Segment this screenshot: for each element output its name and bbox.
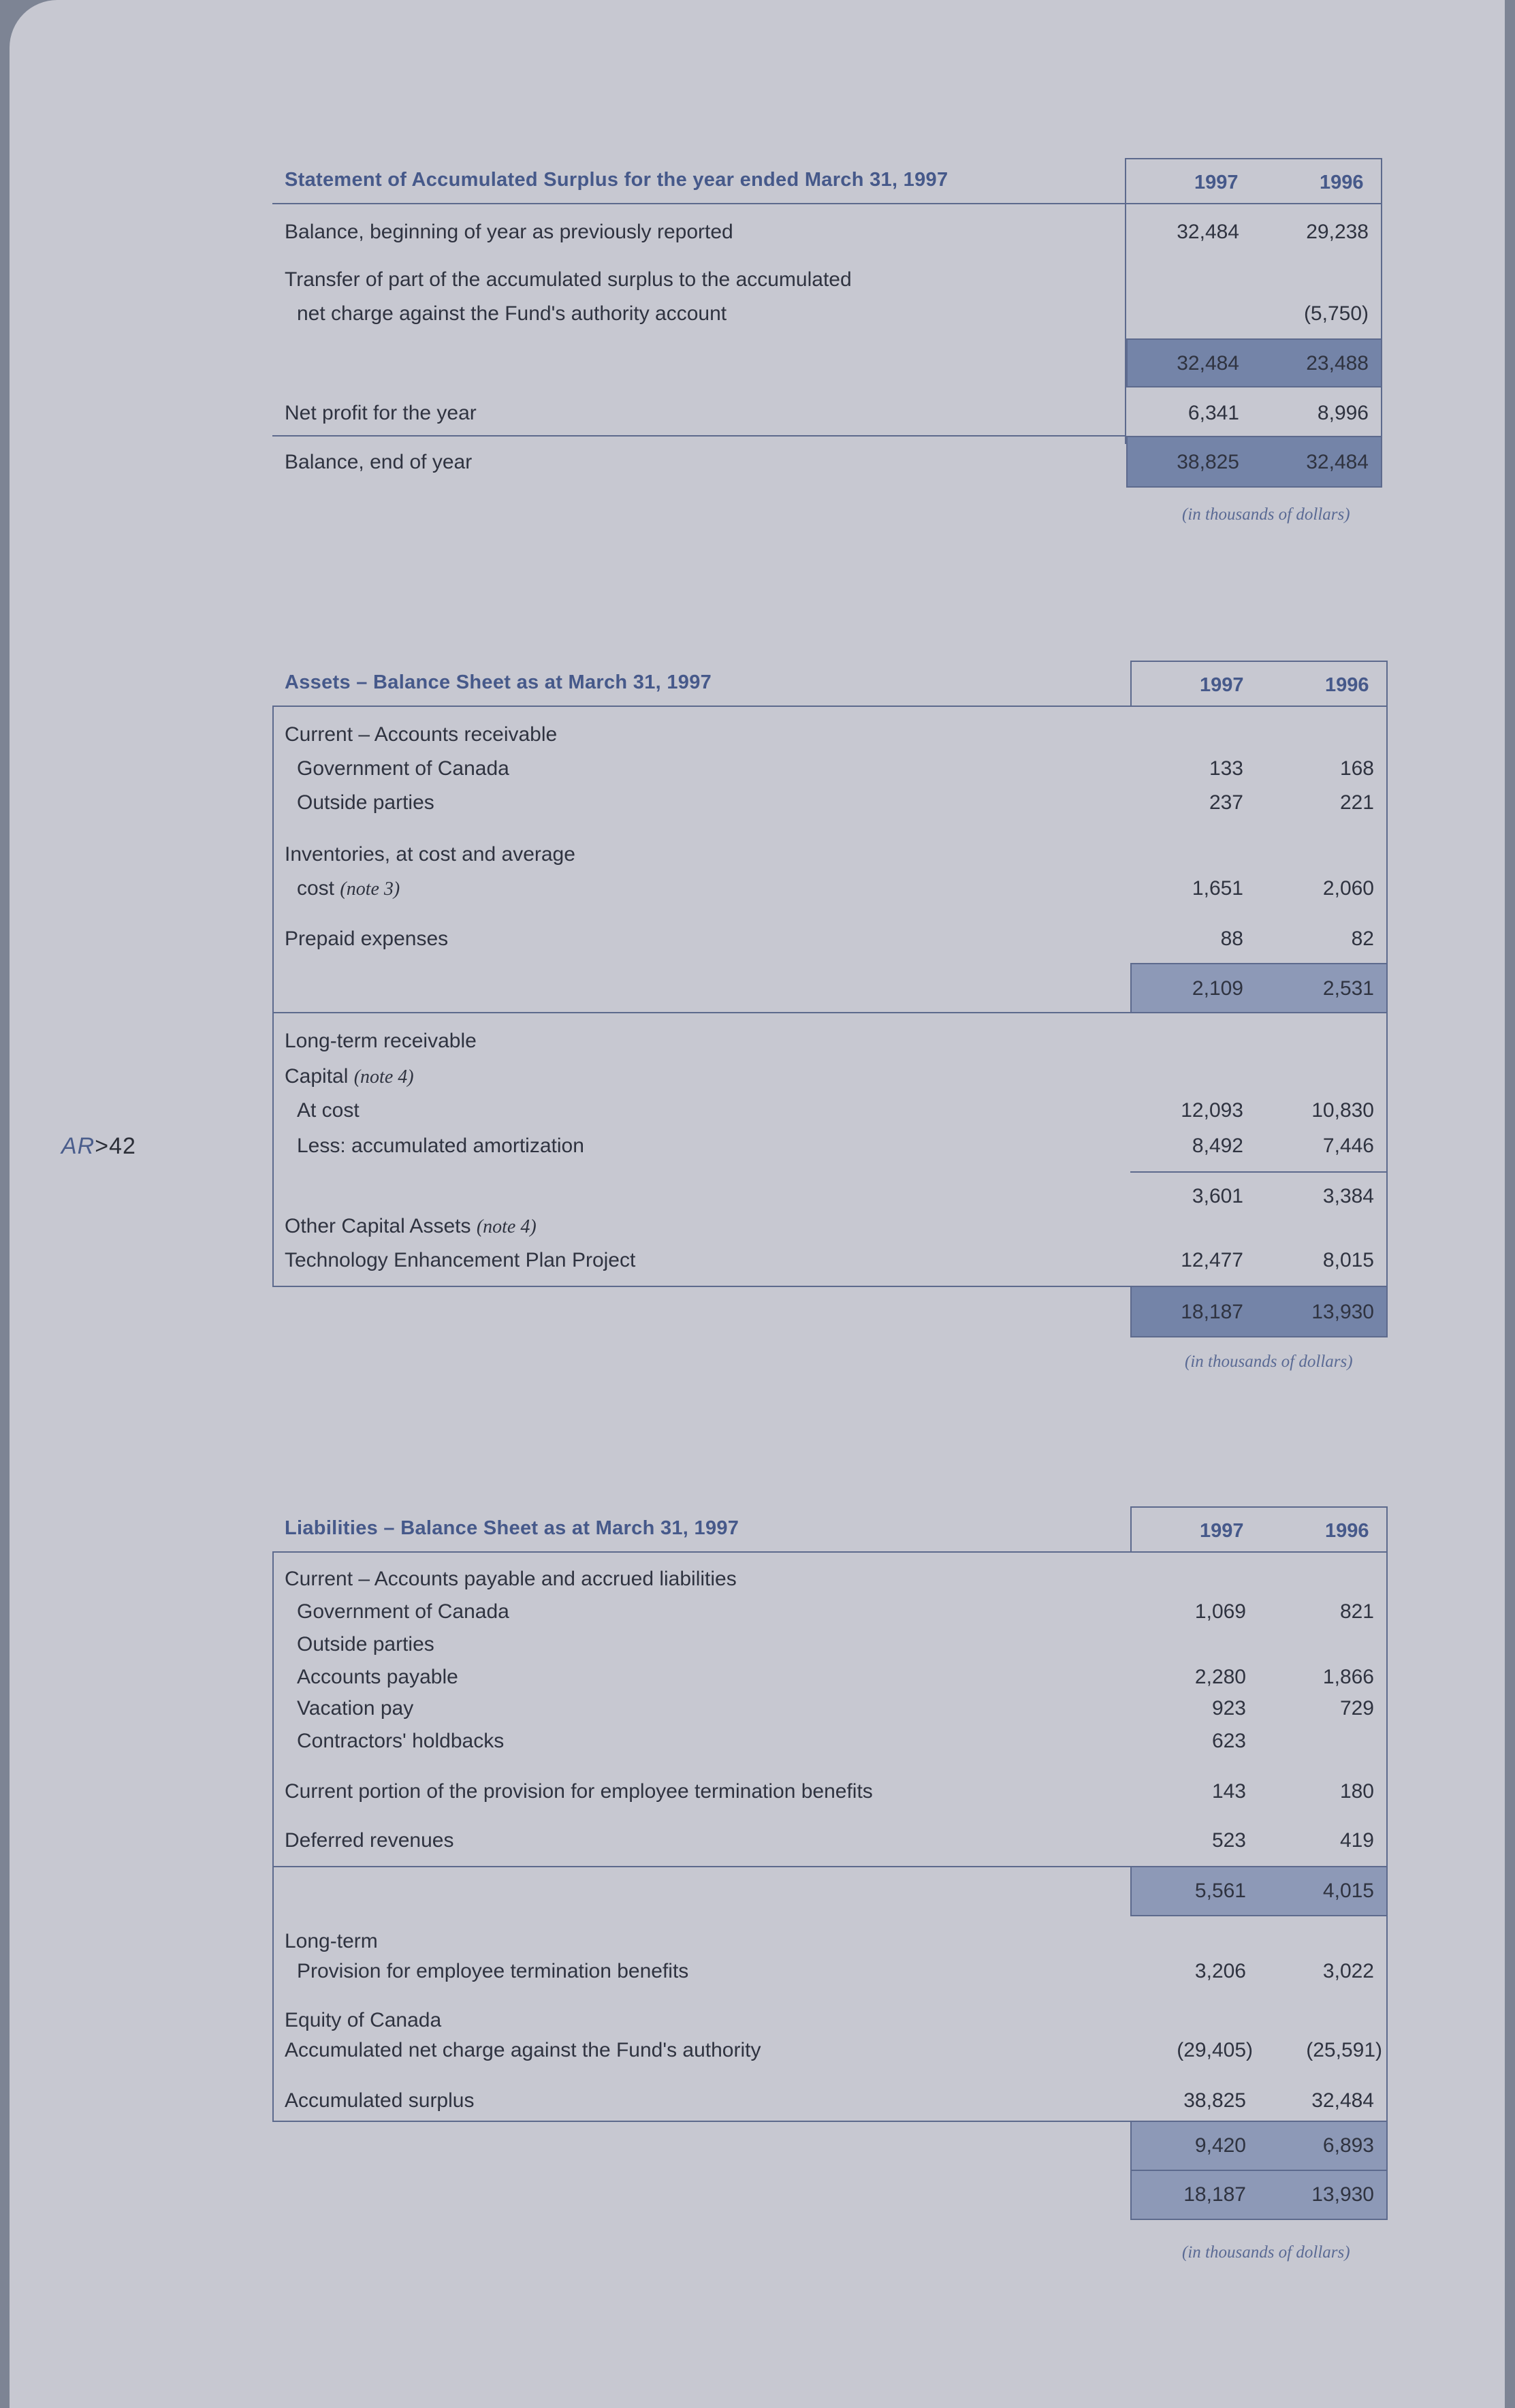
liabilities-gov-label: Government of Canada	[297, 1600, 509, 1623]
assets-title: Assets – Balance Sheet as at March 31, 1997	[285, 671, 712, 693]
liabilities-current-total-1997: 5,561	[1194, 1880, 1246, 1902]
liabilities-provision-1997: 3,206	[1194, 1960, 1246, 1982]
surplus-col-1997: 1997	[1194, 172, 1239, 193]
liabilities-cpp-1997: 143	[1211, 1780, 1246, 1803]
assets-atcost-1997: 12,093	[1181, 1099, 1243, 1122]
assets-current-total-1996: 2,531	[1322, 977, 1374, 1000]
assets-current-total-1997: 2,109	[1192, 977, 1243, 1000]
assets-footnote: (in thousands of dollars)	[1185, 1352, 1353, 1371]
surplus-bottom-rule	[272, 435, 1126, 437]
page-num: 42	[109, 1133, 136, 1159]
surplus-row-value: 29,238	[1306, 221, 1369, 243]
assets-prepaid-1997: 88	[1220, 928, 1243, 950]
page-sep: >	[95, 1133, 110, 1159]
liabilities-longterm-label: Long-term	[285, 1930, 378, 1952]
liabilities-surplus-1997: 38,825	[1183, 2089, 1246, 2112]
assets-outside-1996: 221	[1339, 791, 1374, 814]
assets-statement	[272, 661, 1389, 1382]
assets-gov-1996: 168	[1339, 757, 1374, 780]
surplus-row-label: Net profit for the year	[285, 402, 477, 424]
assets-gov-1997: 133	[1209, 757, 1243, 780]
liabilities-gov-1997: 1,069	[1194, 1600, 1246, 1623]
page-number	[61, 1133, 136, 1160]
liabilities-cpp-1996: 180	[1339, 1780, 1374, 1803]
assets-amort-label: Less: accumulated amortization	[297, 1135, 584, 1157]
assets-amort-1996: 7,446	[1322, 1135, 1374, 1157]
liabilities-current-rule	[272, 1866, 1132, 1867]
assets-other-note: (note 4)	[476, 1216, 537, 1237]
liabilities-vacation-1996: 729	[1339, 1697, 1374, 1720]
surplus-row-value: 23,488	[1306, 352, 1369, 375]
surplus-row-value: 32,484	[1306, 451, 1369, 473]
assets-inventories-note: (note 3)	[340, 878, 400, 900]
liabilities-accnet-1996: (25,591)	[1306, 2039, 1382, 2061]
assets-gov-label: Government of Canada	[297, 757, 509, 780]
liabilities-holdbacks-label: Contractors' holdbacks	[297, 1730, 505, 1752]
liabilities-cpp-label: Current portion of the provision for employee termination benefits	[285, 1780, 873, 1803]
liabilities-ap-label: Accounts payable	[297, 1666, 458, 1688]
surplus-column-header	[1125, 158, 1382, 204]
surplus-col-1996: 1996	[1320, 172, 1364, 193]
liabilities-holdbacks-1997: 623	[1211, 1730, 1246, 1752]
assets-current-header: Current – Accounts receivable	[285, 723, 558, 746]
surplus-row-label: Transfer of part of the accumulated surplus to the accumulated	[285, 268, 852, 291]
assets-tep-label: Technology Enhancement Plan Project	[285, 1249, 636, 1271]
assets-current-rule	[272, 1012, 1132, 1013]
assets-capital-note: (note 4)	[353, 1066, 414, 1088]
liabilities-equity-label: Equity of Canada	[285, 2009, 442, 2031]
liabilities-subtotal-1996: 6,893	[1322, 2134, 1374, 2157]
liabilities-vacation-label: Vacation pay	[297, 1697, 414, 1720]
liabilities-title: Liabilities – Balance Sheet as at March 31, 1997	[285, 1517, 739, 1539]
assets-col-1996: 1996	[1325, 674, 1369, 696]
surplus-row-value: 6,341	[1187, 402, 1239, 424]
liabilities-vacation-1997: 923	[1211, 1697, 1246, 1720]
liabilities-gov-1996: 821	[1339, 1600, 1374, 1623]
assets-total-1996: 13,930	[1311, 1301, 1374, 1323]
liabilities-surplus-1996: 32,484	[1311, 2089, 1374, 2112]
liabilities-provision-label: Provision for employee termination benefits	[297, 1960, 689, 1982]
assets-capital-label	[285, 1065, 414, 1088]
liabilities-outside-label: Outside parties	[297, 1633, 434, 1656]
liabilities-current-header: Current – Accounts payable and accrued liabilities	[285, 1568, 737, 1590]
assets-longterm-label: Long-term receivable	[285, 1030, 477, 1052]
liabilities-accnet-1997: (29,405)	[1177, 2039, 1253, 2061]
liabilities-current-total-1996: 4,015	[1322, 1880, 1374, 1902]
liabilities-deferred-1997: 523	[1211, 1829, 1246, 1852]
assets-outside-1997: 237	[1209, 791, 1243, 814]
surplus-row-value: 32,484	[1177, 352, 1239, 375]
liabilities-subtotal-1997: 9,420	[1194, 2134, 1246, 2157]
page-prefix: AR	[61, 1133, 95, 1159]
report-page	[10, 0, 1505, 2408]
liabilities-col-1996: 1996	[1325, 1520, 1369, 1542]
liabilities-surplus-label: Accumulated surplus	[285, 2089, 475, 2112]
assets-inventories-label: Inventories, at cost and average	[285, 843, 575, 866]
assets-other-label	[285, 1215, 537, 1238]
assets-tep-1996: 8,015	[1322, 1249, 1374, 1271]
assets-column-header	[1130, 661, 1388, 707]
assets-atcost-1996: 10,830	[1311, 1099, 1374, 1122]
assets-tep-1997: 12,477	[1181, 1249, 1243, 1271]
surplus-statement	[272, 158, 1382, 539]
surplus-row-value: 32,484	[1177, 221, 1239, 243]
assets-amort-1997: 8,492	[1192, 1135, 1243, 1157]
liabilities-provision-1996: 3,022	[1322, 1960, 1374, 1982]
surplus-footnote: (in thousands of dollars)	[1182, 505, 1350, 524]
assets-inventories-cost	[297, 877, 400, 900]
surplus-row-value: 38,825	[1177, 451, 1239, 473]
assets-net-rule	[1130, 1171, 1388, 1173]
assets-inventories-1997: 1,651	[1192, 877, 1243, 900]
liabilities-accnet-label: Accumulated net charge against the Fund's authority	[285, 2039, 761, 2061]
liabilities-footnote: (in thousands of dollars)	[1182, 2243, 1350, 2262]
assets-capital-text: Capital	[285, 1065, 349, 1088]
assets-net-1996: 3,384	[1322, 1185, 1374, 1207]
liabilities-total-1996: 13,930	[1311, 2183, 1374, 2206]
liabilities-deferred-label: Deferred revenues	[285, 1829, 454, 1852]
surplus-row-label: Balance, end of year	[285, 451, 473, 473]
assets-atcost-label: At cost	[297, 1099, 360, 1122]
assets-col-1997: 1997	[1200, 674, 1244, 696]
liabilities-ap-1997: 2,280	[1194, 1666, 1246, 1688]
surplus-row-value: (5,750)	[1303, 302, 1369, 325]
surplus-row-value: 8,996	[1317, 402, 1369, 424]
surplus-title: Statement of Accumulated Surplus for the year ended March 31, 1997	[285, 169, 948, 191]
liabilities-statement	[272, 1506, 1389, 2276]
liabilities-column-header	[1130, 1506, 1388, 1553]
surplus-row-label: Balance, beginning of year as previously reported	[285, 221, 733, 243]
liabilities-col-1997: 1997	[1200, 1520, 1244, 1542]
assets-inventories-cost-text: cost	[297, 877, 335, 900]
liabilities-deferred-1996: 419	[1339, 1829, 1374, 1852]
assets-inventories-1996: 2,060	[1322, 877, 1374, 900]
liabilities-total-1997: 18,187	[1183, 2183, 1246, 2206]
liabilities-ap-1996: 1,866	[1322, 1666, 1374, 1688]
assets-prepaid-1996: 82	[1351, 928, 1374, 950]
assets-total-1997: 18,187	[1181, 1301, 1243, 1323]
surplus-header-rule	[272, 203, 1126, 204]
assets-net-1997: 3,601	[1192, 1185, 1243, 1207]
assets-prepaid-label: Prepaid expenses	[285, 928, 449, 950]
surplus-row-label: net charge against the Fund's authority account	[297, 302, 727, 325]
assets-outside-label: Outside parties	[297, 791, 434, 814]
assets-other-text: Other Capital Assets	[285, 1215, 471, 1237]
